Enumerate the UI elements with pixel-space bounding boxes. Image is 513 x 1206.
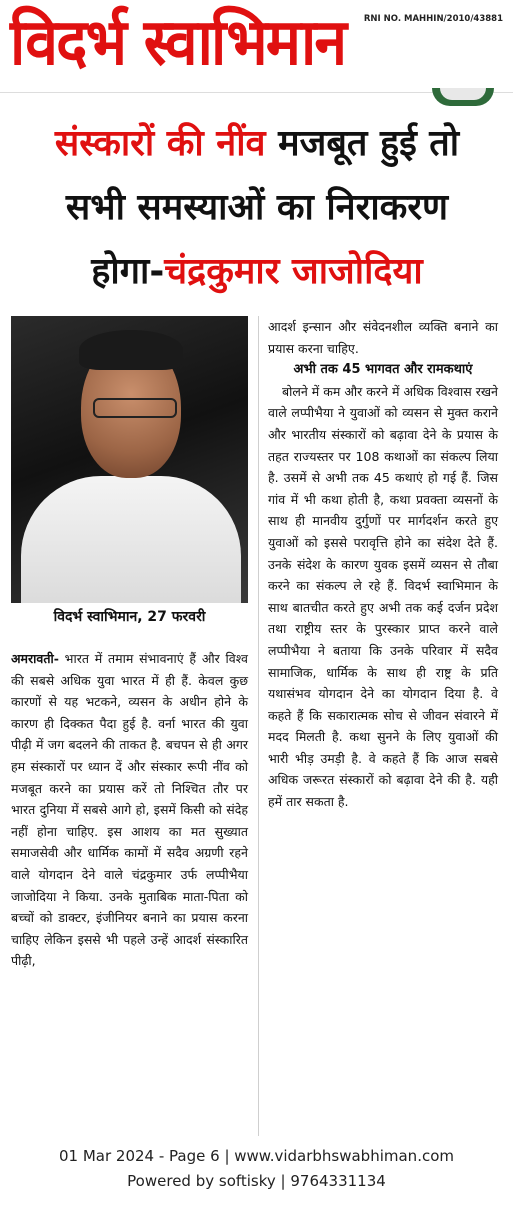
article-paragraph-1-text: भारत में तमाम संभावनाएं हैं और विश्व की सबसे अधिक युवा भारत में ही हैं. केवल कुछ कारणों से यह भटकने, व्यसन के अधीन होने के कारण ही दिक्कत पैदा हुई है. वर्ना भारत की युवा पीढ़ी में जग बदलने की ताकत है. बचपन से ही अगर हम संस्कारों पर ध्यान दें और संस्कार रूपी नींव को मजबूत करने का प्रयास करें तो निश्चित तौर पर भारत दुनिया में सबसे आगे हो, इसमें किसी को संदेह नहीं होना चाहिए. इस आशय का मत सुख्यात समाजसेवी और धार्मिक कामों में सदैव अग्रणी रहने वाले योगदान देने वाले चंद्रकुमार उर्फ लप्पीभैया जाजोदिया ने किया. उनके मुताबिक माता-पिता को बच्चों को डाक्टर, इंजीनियर बनाने का प्रयास करना चाहिए लेकिन इससे भी पहले उन्हें आदर्श संस्कारित पीढ़ी, — [11, 651, 248, 969]
headline-line-1 — [22, 112, 492, 176]
photo-caption: विदर्भ स्वाभिमान, 27 फरवरी — [53, 609, 206, 625]
headline-line-3-red: चंद्रकुमार जाजोदिया — [164, 251, 423, 292]
footer-line-1: 01 Mar 2024 - Page 6 | www.vidarbhswabhiman.com — [59, 1147, 454, 1165]
headline-line-3 — [22, 240, 492, 304]
column-divider — [258, 316, 259, 1136]
newspaper-title: विदर्भ स्वाभिमान — [10, 6, 346, 80]
article-paragraph-continued: आदर्श इन्सान और संवेदनशील व्यक्ति बनाने का प्रयास करना चाहिए. — [268, 319, 498, 356]
photo-hair — [79, 330, 183, 370]
portrait-photo — [11, 316, 248, 603]
article-column-right — [268, 316, 498, 813]
masthead — [0, 0, 513, 93]
article-paragraph-2: बोलने में कम और करने में अधिक विश्वास रखने वाले लप्पीभैया ने युवाओं को व्यसन से मुक्त कराने और भारतीय संस्कारों को बढ़ावा देने के प्रयास के तहत राज्यस्तर पर 108 कथाओं का संकल्प लिया है. उसमें से अभी तक 45 कथाएं हो गई हैं. जिस गांव में भी कथा होती है, कथा प्रवक्ता व्यसनों के साथ ही मानवीय दुर्गुणों पर मार्गदर्शन करते हुए युवाओं को इससे परावृत्ति होने का संदेश देते हैं. उनके संदेश के कारण युवक इसमें व्यसन से तौबा करने का संकल्प ले रहे हैं. विदर्भ स्वाभिमान के साथ बातचीत करते हुए अभी तक कई दर्जन प्रदेश तथा राष्ट्रीय स्तर के पुरस्कार प्राप्त करने वाले लप्पीभैया ने बताया कि उनके परिवार में सदैव सामाजिक, धार्मिक के साथ ही राष्ट्र के प्रति यथासंभव योगदान देने का योगदान दिया है. वे कहते हैं कि सकारात्मक सोच से जीवन संवारने में मदद मिलती है. कथा सुनने के लिए युवाओं की भारी भीड़ उमड़ी है. वे कहते हैं कि आज सबसे अधिक जरूरत संस्कारों को बढ़ावा देने की है. यही हमें तार सकता है. — [268, 383, 498, 810]
rni-number: RNI NO. MAHHIN/2010/43881 — [363, 14, 503, 24]
headline — [22, 112, 492, 304]
headline-line-1-rest: मजबूत हुई तो — [265, 123, 460, 164]
seal-inner-icon — [440, 88, 486, 100]
photo-shirt — [21, 476, 241, 603]
headline-line-2: सभी समस्याओं का निराकरण — [65, 187, 449, 228]
article-column-left — [11, 626, 248, 972]
headline-line-3-black: होगा- — [91, 251, 165, 292]
photo-glasses — [93, 398, 177, 418]
dateline: अमरावती- — [11, 651, 59, 666]
article-paragraph-1 — [11, 648, 248, 972]
footer-line-2: Powered by softisky | 9764331134 — [127, 1172, 386, 1190]
footer — [0, 1144, 513, 1194]
article-subheading: अभी तक 45 भागवत और रामकथाएं — [293, 362, 473, 378]
headline-red-part: संस्कारों की नींव — [54, 123, 266, 164]
